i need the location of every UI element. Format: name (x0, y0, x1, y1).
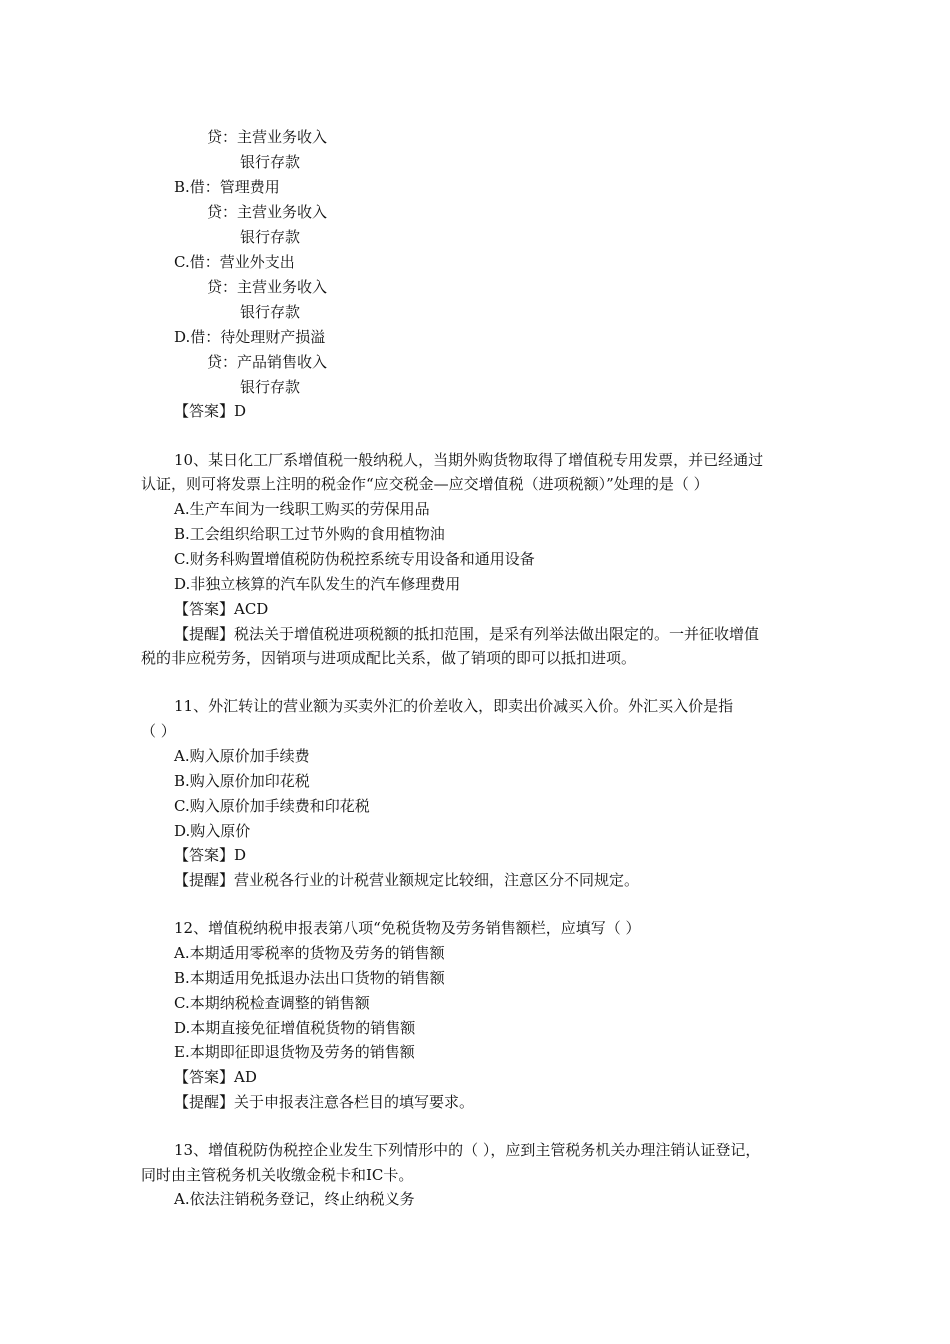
q11-option-b: B.购入原价加印花税 (174, 772, 310, 790)
prev-option-c-bank-line: 银行存款 (240, 303, 301, 321)
prev-answer: 【答案】D (174, 402, 247, 420)
q10-option-c: C.财务科购置增值税防伪税控系统专用设备和通用设备 (174, 550, 535, 568)
q11-stem-line-2: （ ） (141, 722, 176, 740)
q13-stem-line-2: 同时由主管税务机关收缴金税卡和IC卡。 (141, 1166, 414, 1184)
q10-hint-line-2: 税的非应税劳务，因销项与进项成配比关系，做了销项的即可以抵扣进项。 (141, 649, 637, 667)
prev-option-d-debit-line: D.借：待处理财产损溢 (174, 328, 326, 346)
q11-hint: 【提醒】营业税各行业的计税营业额规定比较细，注意区分不同规定。 (174, 871, 640, 889)
prev-option-d-bank-line: 银行存款 (240, 378, 301, 396)
q12-stem: 12、增值税纳税申报表第八项“免税货物及劳务销售额栏，应填写（ ） (174, 919, 641, 937)
q12-option-a: A.本期适用零税率的货物及劳务的销售额 (174, 944, 445, 962)
q10-stem-line-2: 认证，则可将发票上注明的税金作“应交税金—应交增值税（进项税额）”处理的是（ ） (141, 475, 709, 493)
q11-option-d: D.购入原价 (174, 822, 251, 840)
q10-hint-line-1: 【提醒】税法关于增值税进项税额的抵扣范围，是采有列举法做出限定的。一并征收增值 (174, 625, 760, 643)
prev-option-d-credit-line: 贷：产品销售收入 (207, 353, 328, 371)
q12-option-b: B.本期适用免抵退办法出口货物的销售额 (174, 969, 445, 987)
prev-option-a-bank-line: 银行存款 (240, 153, 301, 171)
q12-option-d: D.本期直接免征增值税货物的销售额 (174, 1019, 416, 1037)
q12-answer: 【答案】AD (174, 1068, 257, 1086)
q10-answer: 【答案】ACD (174, 600, 269, 618)
q12-option-c: C.本期纳税检查调整的销售额 (174, 994, 370, 1012)
q12-option-e: E.本期即征即退货物及劳务的销售额 (174, 1043, 415, 1061)
q10-option-b: B.工会组织给职工过节外购的食用植物油 (174, 525, 445, 543)
q10-option-a: A.生产车间为一线职工购买的劳保用品 (174, 500, 430, 518)
prev-option-c-debit-line: C.借：营业外支出 (174, 253, 295, 271)
q12-hint: 【提醒】关于申报表注意各栏目的填写要求。 (174, 1093, 475, 1111)
q11-option-a: A.购入原价加手续费 (174, 747, 310, 765)
q11-answer: 【答案】D (174, 846, 247, 864)
prev-option-b-credit-line: 贷：主营业务收入 (207, 203, 328, 221)
q10-option-d: D.非独立核算的汽车队发生的汽车修理费用 (174, 575, 461, 593)
prev-option-b-debit-line: B.借：管理费用 (174, 178, 280, 196)
prev-option-a-credit-line: 贷：主营业务收入 (207, 128, 328, 146)
q11-option-c: C.购入原价加手续费和印花税 (174, 797, 370, 815)
q13-stem-line-1: 13、增值税防伪税控企业发生下列情形中的（ ），应到主管税务机关办理注销认证登记， (174, 1141, 761, 1159)
q10-stem-line-1: 10、某日化工厂系增值税一般纳税人，当期外购货物取得了增值税专用发票，并已经通过 (174, 451, 764, 469)
q11-stem-line-1: 11、外汇转让的营业额为买卖外汇的价差收入，即卖出价减买入价。外汇买入价是指 (174, 697, 734, 715)
prev-option-c-credit-line: 贷：主营业务收入 (207, 278, 328, 296)
prev-option-b-bank-line: 银行存款 (240, 228, 301, 246)
q13-option-a: A.依法注销税务登记，终止纳税义务 (174, 1190, 415, 1208)
